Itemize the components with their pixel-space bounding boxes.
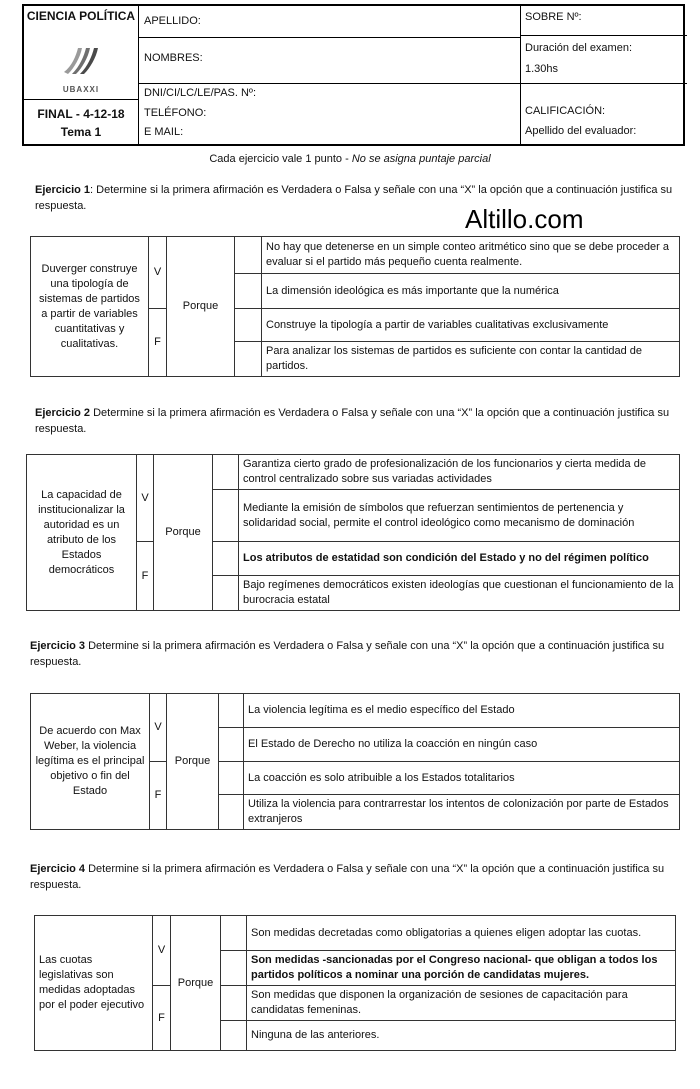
exercise-4-option-4-box[interactable]	[221, 1021, 247, 1051]
exercise-3-option-3-box[interactable]	[219, 762, 244, 795]
instructions	[0, 152, 700, 167]
exercise-3-porque: Porque	[167, 694, 219, 830]
exercise-3-statement: De acuerdo con Max Weber, la violencia legítima es el principal objetivo o fin del Estado	[31, 694, 150, 830]
exercise-2-instructions: Determine si la primera afirmación es Verdadera o Falsa y señale con una “X” la opción que a continuación justifica su respuesta.	[35, 407, 670, 435]
final-date: FINAL - 4-12-18	[37, 107, 125, 121]
exercise-1-true-box[interactable]: V	[149, 237, 167, 309]
apellido-field[interactable]: APELLIDO:	[144, 15, 201, 27]
exercise-2-label: Ejercicio 2	[35, 407, 91, 419]
exercise-4-option-4: Ninguna de las anteriores.	[247, 1021, 676, 1051]
exercise-4-option-3: Son medidas que disponen la organización de sesiones de capacitación para candidatas femeninas.	[247, 986, 676, 1021]
exercise-4-instructions: Determine si la primera afirmación es Verdadera o Falsa y señale con una “X” la opción que a continuación justifica su respuesta.	[30, 863, 665, 891]
exercise-2-table	[26, 454, 680, 611]
exercise-1-table	[30, 236, 680, 377]
exam-header	[22, 4, 685, 146]
exercise-4-option-1: Son medidas decretadas como obligatorias a quienes eligen adoptar las cuotas.	[247, 916, 676, 951]
ubaxxi-logo	[58, 46, 102, 76]
exercise-4-label: Ejercicio 4	[30, 863, 86, 875]
exercise-1-label: Ejercicio 1	[35, 184, 91, 196]
exercise-4-option-3-box[interactable]	[221, 986, 247, 1021]
exercise-2-true-box[interactable]: V	[137, 455, 154, 542]
exercise-2-option-1: Garantiza cierto grado de profesionalización de los funcionarios y cierta medida de control centralizado sobre sus variadas actividades	[239, 455, 680, 490]
exercise-3-false-box[interactable]: F	[150, 762, 167, 830]
exercise-1-option-3: Construye la tipología a partir de variables cualitativas exclusivamente	[262, 309, 680, 342]
exercise-2-statement: La capacidad de institucionalizar la autoridad es un atributo de los Estados democráticos	[27, 455, 137, 611]
tema-label: Tema 1	[60, 125, 102, 139]
telefono-field[interactable]: TELÉFONO:	[144, 107, 207, 119]
exercise-1-option-1: No hay que detenerse en un simple conteo aritmético sino que se debe proceder a evaluar si el partido más pequeño cuenta realmente.	[262, 237, 680, 274]
exercise-3-option-4-box[interactable]	[219, 795, 244, 830]
exercise-4-true-box[interactable]: V	[153, 916, 171, 986]
exercise-2-option-4: Bajo regímenes democráticos existen ideologías que cuestionan el funcionamiento de la burocracia estatal	[239, 576, 680, 611]
exercise-4-option-2: Son medidas -sancionadas por el Congreso nacional- que obligan a todos los partidos políticos a nominar una porción de candidatas mujeres.	[247, 951, 676, 986]
instructions-italic: No se asigna puntaje parcial	[351, 153, 491, 165]
sobre-field[interactable]: SOBRE Nº:	[525, 11, 582, 23]
exercise-1-porque: Porque	[167, 237, 235, 377]
exercise-4-statement: Las cuotas legislativas son medidas adoptadas por el poder ejecutivo	[35, 916, 153, 1051]
exercise-2-porque: Porque	[154, 455, 213, 611]
exercise-3-option-4: Utiliza la violencia para contrarrestar los intentos de colonización por parte de Estados extranjeros	[244, 795, 680, 830]
exercise-3-option-3: La coacción es solo atribuible a los Estados totalitarios	[244, 762, 680, 795]
exercise-3-option-2: El Estado de Derecho no utiliza la coacción en ningún caso	[244, 728, 680, 762]
exercise-3-instructions: Determine si la primera afirmación es Verdadera o Falsa y señale con una “X” la opción que a continuación justifica su respuesta.	[30, 640, 665, 668]
exercise-3-label: Ejercicio 3	[30, 640, 86, 652]
nombres-field[interactable]: NOMBRES:	[144, 52, 203, 64]
exercise-1-option-1-box[interactable]	[235, 237, 262, 274]
exercise-1-option-4-box[interactable]	[235, 342, 262, 377]
exercise-4-option-1-box[interactable]	[221, 916, 247, 951]
exercise-2-option-3: Los atributos de estatidad son condición del Estado y no del régimen político	[239, 542, 680, 576]
exercise-1-option-4: Para analizar los sistemas de partidos es suficiente con contar la cantidad de partidos.	[262, 342, 680, 377]
evaluador-field[interactable]: Apellido del evaluador:	[525, 125, 637, 137]
exercise-1-false-box[interactable]: F	[149, 309, 167, 377]
exercise-3-true-box[interactable]: V	[150, 694, 167, 762]
email-field[interactable]: E MAIL:	[144, 126, 184, 138]
exercise-1-option-2-box[interactable]	[235, 274, 262, 309]
exercise-4-title	[30, 861, 675, 893]
exercise-3-option-1-box[interactable]	[219, 694, 244, 728]
exercise-4-table	[34, 915, 676, 1051]
duracion-label: Duración del examen:	[525, 42, 633, 54]
exercise-3-option-1: La violencia legítima es el medio específico del Estado	[244, 694, 680, 728]
exercise-4-false-box[interactable]: F	[153, 986, 171, 1051]
calificacion-field[interactable]: CALIFICACIÓN:	[525, 105, 606, 117]
subject-title: CIENCIA POLÍTICA	[26, 9, 136, 23]
exercise-2-false-box[interactable]: F	[137, 542, 154, 611]
exercise-4-porque: Porque	[171, 916, 221, 1051]
exercise-3-table	[30, 693, 680, 830]
exercise-1-option-3-box[interactable]	[235, 309, 262, 342]
exercise-1-option-2: La dimensión ideológica es más importante que la numérica	[262, 274, 680, 309]
exercise-2-title	[35, 405, 675, 437]
exercise-2-option-1-box[interactable]	[213, 455, 239, 490]
exercise-2-option-3-box[interactable]	[213, 542, 239, 576]
exercise-2-option-2: Mediante la emisión de símbolos que refuerzan sentimientos de pertenencia y solidaridad social, permite el control ideológico como mecanismo de dominación	[239, 490, 680, 542]
exercise-1-statement: Duverger construye una tipología de sistemas de partidos a partir de variables cuantitativas y cualitativas.	[31, 237, 149, 377]
exercise-3-option-2-box[interactable]	[219, 728, 244, 762]
logo-text: UBAXXI	[62, 85, 100, 94]
watermark-altillo: Altillo.com	[465, 204, 584, 234]
exercise-3-title	[30, 638, 675, 670]
duracion-value: 1.30hs	[525, 63, 559, 75]
exercise-2-option-2-box[interactable]	[213, 490, 239, 542]
exercise-1-instructions: : Determine si la primera afirmación es Verdadera o Falsa y señale con una “X” la opción que a continuación justifica su respuesta.	[35, 184, 673, 212]
dni-field[interactable]: DNI/CI/LC/LE/PAS. Nº:	[144, 87, 257, 99]
instructions-main: Cada ejercicio vale 1 punto -	[209, 153, 352, 165]
exercise-2-option-4-box[interactable]	[213, 576, 239, 611]
exercise-4-option-2-box[interactable]	[221, 951, 247, 986]
